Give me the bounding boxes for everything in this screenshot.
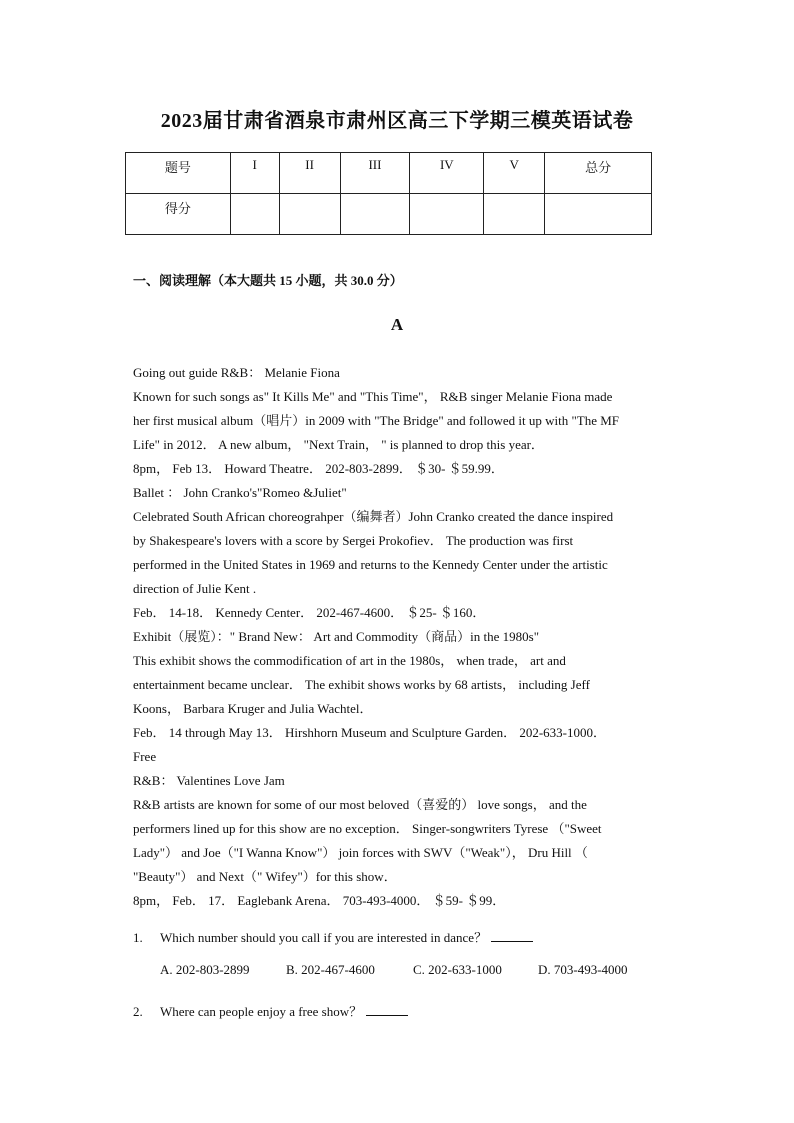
passage-line: R&B： Valentines Love Jam bbox=[133, 773, 285, 788]
score-input-total bbox=[545, 194, 652, 235]
passage-line: Feb． 14 through May 13． Hirshhorn Museum and Sculpture Garden． 202-633-1000． bbox=[133, 725, 606, 740]
passage-line: by Shakespeare's lovers with a score by Sergei Prokofiev． The production was first bbox=[133, 533, 574, 548]
passage-line: performers lined up for this show are no exception． Singer-songwriters Tyrese （"Sweet bbox=[133, 821, 602, 836]
option-a[interactable]: A. 202-803-2899 bbox=[160, 962, 250, 977]
passage-line: Life" in 2012． A new album， "Next Train， " is planned to drop this year． bbox=[133, 437, 544, 452]
passage-line: R&B artists are known for some of our most beloved（喜爱的） love songs， and the bbox=[133, 797, 587, 812]
score-table-header-row bbox=[126, 153, 652, 194]
question-text: Where can people enjoy a free show？ bbox=[160, 1004, 363, 1019]
question-text: Which number should you call if you are interested in dance？ bbox=[160, 930, 488, 945]
option-c[interactable]: C. 202-633-1000 bbox=[413, 962, 502, 977]
page-title: 2023届甘肃省酒泉市肃州区高三下学期三模英语试卷 bbox=[160, 110, 634, 132]
score-cell-total: 总分 bbox=[545, 153, 652, 194]
score-table bbox=[125, 152, 652, 235]
passage-line: 8pm， Feb． 17． Eaglebank Arena． 703-493-4000． ＄59- ＄99． bbox=[133, 893, 506, 908]
question-1-options bbox=[160, 962, 628, 978]
question-2 bbox=[133, 1001, 408, 1020]
passage-line: her first musical album（唱片）in 2009 with "The Bridge" and followed it up with "The MF bbox=[133, 413, 620, 428]
score-row-label: 得分 bbox=[126, 194, 231, 235]
section-heading: 一、阅读理解（本大题共 15 小题，共 30.0 分） bbox=[133, 273, 403, 288]
score-input-part-2 bbox=[279, 194, 340, 235]
question-number: 1. bbox=[133, 930, 143, 945]
score-cell-part-3: III bbox=[340, 153, 410, 194]
score-input-part-5 bbox=[484, 194, 545, 235]
score-cell-part-2: II bbox=[279, 153, 340, 194]
passage-line: 8pm， Feb 13． Howard Theatre． 202-803-2899． ＄30- ＄59.99． bbox=[133, 461, 504, 476]
passage-line: Known for such songs as" It Kills Me" and "This Time"， R&B singer Melanie Fiona made bbox=[133, 389, 613, 404]
answer-blank[interactable] bbox=[491, 929, 533, 942]
passage-label: A bbox=[390, 315, 404, 334]
passage-line: Going out guide R&B： Melanie Fiona bbox=[133, 365, 340, 380]
passage-line: Ballet ： John Cranko's"Romeo &Juliet" bbox=[133, 485, 347, 500]
passage-line: Koons， Barbara Kruger and Julia Wachtel． bbox=[133, 701, 373, 716]
score-input-part-1 bbox=[230, 194, 279, 235]
passage-line: Celebrated South African choreograhper（编舞者）John Cranko created the dance inspired bbox=[133, 509, 614, 524]
question-number: 2. bbox=[133, 1004, 143, 1019]
score-input-part-3 bbox=[340, 194, 410, 235]
score-input-part-4 bbox=[410, 194, 484, 235]
passage-line: "Beauty"） and Next（" Wifey"）for this show． bbox=[133, 869, 397, 884]
score-cell-part-5: V bbox=[484, 153, 545, 194]
score-cell-part-4: IV bbox=[410, 153, 484, 194]
passage-line: Lady"） and Joe（"I Wanna Know"） join forces with SWV（"Weak"）， Dru Hill （ bbox=[133, 845, 588, 860]
passage-line: Exhibit（展览）：" Brand New： Art and Commodity（商品）in the 1980s" bbox=[133, 629, 540, 644]
option-d[interactable]: D. 703-493-4000 bbox=[538, 962, 628, 977]
passage-line: entertainment became unclear． The exhibit shows works by 68 artists， including Jeff bbox=[133, 677, 590, 692]
passage-line: This exhibit shows the commodification of art in the 1980s， when trade， art and bbox=[133, 653, 566, 668]
passage-line: Free bbox=[133, 749, 157, 764]
passage-text bbox=[133, 361, 663, 913]
passage-line: Feb． 14-18． Kennedy Center． 202-467-4600． ＄25- ＄160． bbox=[133, 605, 486, 620]
passage-line: performed in the United States in 1969 and returns to the Kennedy Center under the artistic bbox=[133, 557, 608, 572]
option-b[interactable]: B. 202-467-4600 bbox=[286, 962, 375, 977]
score-cell-label: 题号 bbox=[126, 153, 231, 194]
question-1 bbox=[133, 927, 533, 946]
score-table-score-row bbox=[126, 194, 652, 235]
answer-blank[interactable] bbox=[366, 1003, 408, 1016]
passage-line: direction of Julie Kent . bbox=[133, 581, 257, 596]
score-cell-part-1: I bbox=[230, 153, 279, 194]
